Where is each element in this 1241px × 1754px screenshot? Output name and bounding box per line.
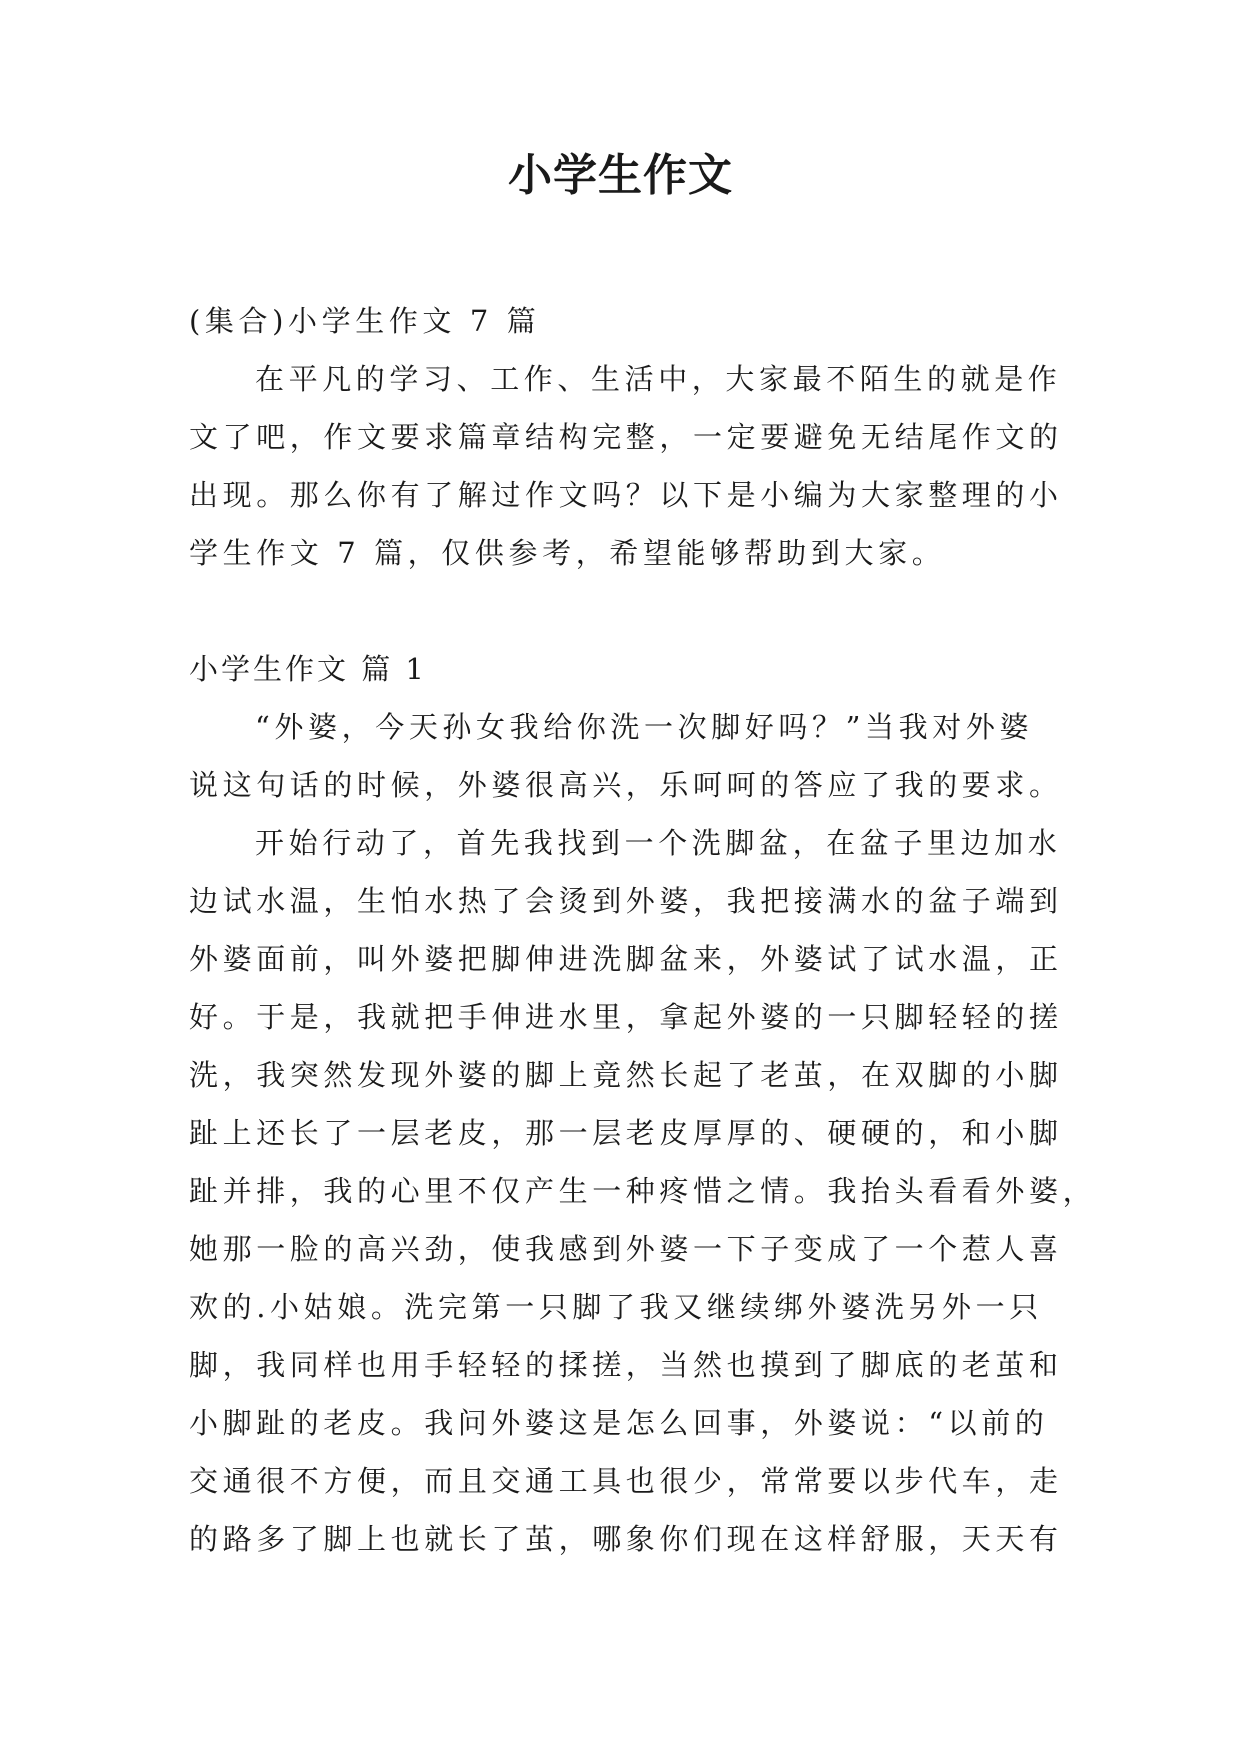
body-line-1: “外婆，今天孙女我给你洗一次脚好吗？”当我对外婆 [255, 710, 1034, 744]
body-line-11: 欢的.小姑娘。洗完第一只脚了我又继续绑外婆洗另外一只 [189, 1290, 1043, 1324]
body-line-7: 洗，我突然发现外婆的脚上竟然长起了老茧，在双脚的小脚 [189, 1058, 1063, 1092]
body-line-12: 脚，我同样也用手轻轻的揉搓，当然也摸到了脚底的老茧和 [189, 1348, 1063, 1382]
body-line-9: 趾并排，我的心里不仅产生一种疼惜之情。我抬头看看外婆， [189, 1174, 1097, 1208]
intro-line-2: 文了吧，作文要求篇章结构完整，一定要避免无结尾作文的 [189, 420, 1063, 454]
body-line-4: 边试水温，生怕水热了会烫到外婆，我把接满水的盆子端到 [189, 884, 1063, 918]
body-line-15: 的路多了脚上也就长了茧，哪象你们现在这样舒服，天天有 [189, 1522, 1063, 1556]
body-line-13: 小脚趾的老皮。我问外婆这是怎么回事，外婆说：“以前的 [189, 1406, 1049, 1440]
body-line-2: 说这句话的时候，外婆很高兴，乐呵呵的答应了我的要求。 [189, 768, 1063, 802]
intro-line-3: 出现。那么你有了解过作文吗？以下是小编为大家整理的小 [189, 478, 1063, 512]
paragraph-gap [189, 582, 1059, 640]
body-line-6: 好。于是，我就把手伸进水里，拿起外婆的一只脚轻轻的搓 [189, 1000, 1063, 1034]
body-line-5: 外婆面前，叫外婆把脚伸进洗脚盆来，外婆试了试水温，正 [189, 942, 1063, 976]
intro-line-1: 在平凡的学习、工作、生活中，大家最不陌生的就是作 [255, 362, 1062, 396]
body-line-3: 开始行动了，首先我找到一个洗脚盆，在盆子里边加水 [255, 826, 1062, 860]
body-line-8: 趾上还长了一层老皮，那一层老皮厚厚的、硬硬的，和小脚 [189, 1116, 1063, 1150]
body-line-10: 她那一脸的高兴劲，使我感到外婆一下子变成了一个惹人喜 [189, 1232, 1063, 1266]
document-body [189, 292, 1097, 1568]
intro-line-4: 学生作文 7 篇，仅供参考，希望能够帮助到大家。 [189, 536, 946, 570]
document-subtitle: (集合)小学生作文 7 篇 [189, 304, 541, 338]
document-title: 小学生作文 [508, 150, 733, 201]
section-heading: 小学生作文 篇 1 [189, 652, 427, 686]
body-line-14: 交通很不方便，而且交通工具也很少，常常要以步代车，走 [189, 1464, 1063, 1498]
